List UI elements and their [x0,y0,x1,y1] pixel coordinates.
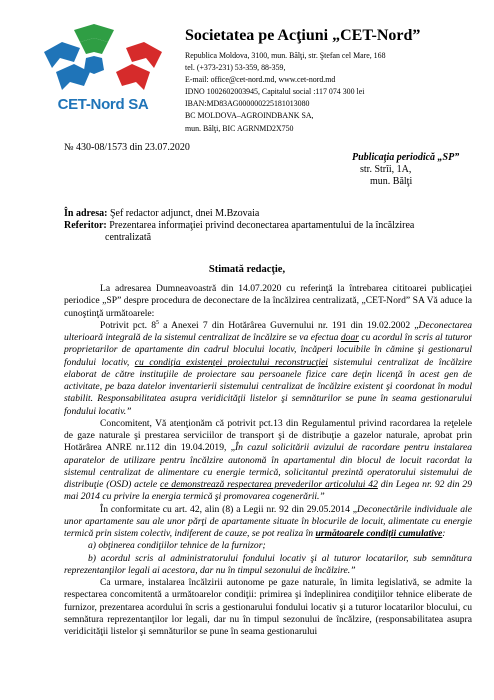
paragraph-law-article: În conformitate cu art. 42, alin (8) a Legii nr. 92 din 29.05.2014 „Deconectările individuale ale unor apartamente sau ale unor părţi de apartamente situate în blocurile de locuit, alimentate cu energie termică prin sistem colectiv, indiferent de cauze, se pot realiza în următoarele condiţii cumulative: [64,503,472,539]
condition-b: b) acordul scris al administratorului fondului locativ şi al tuturor locatarilor, sub semnătura reprezentanţilor legali ai acestora, dar nu în timpul sezonului de încălzire.” [64,552,472,576]
recipient-street: str. Strîi, 1A, [360,164,412,175]
company-iban: IBAN:MD83AG000000225181013080 [185,99,310,109]
subject-label: Referitor: [64,220,107,231]
subject-value-continued: centralizată [105,232,152,243]
company-address: Republica Moldova, 3100, mun. Bălţi, str. Ştefan cel Mare, 168 [185,51,386,60]
address-label: În adresa: [64,208,108,219]
address-block [64,208,484,244]
company-email: E-mail: office@cet-nord.md, www.cet-nord.md [185,75,336,85]
logo-emblem-icon [34,24,172,96]
paragraph-government-decision: Potrivit pct. $8^5$ a Anexei 7 din Hotărârea Guvernului nr. 191 din 19.02.2002 „Deconectarea ulterioară integrală de la sistemul centralizat de încălzire se va efectua doar cu acordul în scris al tuturor proprietarilor de apartamente din cadrul blocului locativ, încăperi locuibile în cămine şi gestionarul fondului locativ, cu condiţia existenţei proiectului reconstrucţiei sistemului centralizat de încălzire elaborat de către instituţiile de proiectare sau persoanele fizice care deţin licenţă în acest gen de activitate, pe baza datelor inventarierii sistemului centralizat de încălzire existent şi coordonat în modul stabilit. Responsabilitatea asupra veridicităţii listelor şi semnăturilor se pune în seama gestionarului fondului locativ.” [64,319,472,417]
subject-value: Prezentarea informaţiei privind deconectarea apartamentului de la încălzirea [106,220,415,231]
recipient-city: mun. Bălţi [370,176,413,187]
company-idno: IDNO 1002602003945, Capitalul social :117 074 300 lei [185,87,365,97]
salutation: Stimată redacţie, [208,264,286,275]
company-phone: tel. (+373-231) 53-359, 88-359, [185,63,286,73]
paragraph-anre-regulation: Concomitent, Vă atenţionăm că potrivit pct.13 din Regulamentul privind racordarea la reţelele de gaze naturale şi prestarea serviciilor de transport şi de distribuţie a gazelor naturale, aprobat prin Hotărârea ANRE nr.112 din 19.04.2019, „În cazul solicitării avizului de racordare pentru instalarea aparatelor de utilizare pentru încălzire autonomă în apartamentul din blocul de locuit racordat la sistemul centralizat de alimentare cu energie termică, solicitantul prezintă operatorului sistemului de distribuţie (OSD) actele ce demonstrează respectarea prevederilor articolului 42 din Legea nr. 92 din 29 mai 2014 cu privire la energia termică şi promovarea cogenerării.” [64,417,472,503]
company-header [185,27,485,135]
recipient-title: Publicaţia periodică „SP” [352,152,460,163]
logo-text: CET-Nord SA [57,96,149,113]
company-bic: mun. Bălţi, BIC AGRNMD2X750 [185,123,294,133]
company-bank: BC MOLDOVA–AGROINDBANK SA, [185,111,314,121]
company-logo [34,24,172,128]
paragraph-conclusion: Ca urmare, instalarea încălzirii autonome pe gaze naturale, în limita legislativă, se admite la respectarea concomitentă a următoarelor condiţii: primirea şi îndeplinirea condiţiilor tehnice eliberate de furnizor, prezentarea acordului în scris a gestionarului fondului locativ şi a tuturor locatarilor blocului, cu semnătura reprezentanţilor lor legali, dar nu în timpul sezonului de încălzire, (responsabilitatea asupra veridicităţii listelor şi semnăturilor se pune în seama gestionarului [64,577,472,637]
recipient-block [352,152,459,188]
address-value: Şef redactor adjunct, dnei M.Bzovaia [107,208,260,219]
document-reference: № 430-08/1573 din 23.07.2020 [64,142,190,153]
paragraph-intro: La adresarea Dumneavoastră din 14.07.2020 cu referinţă la întrebarea cititoarei publicaţiei periodice „SP” despre procedura de deconectare de la încălzirea centralizată, „CET-Nord” SA Vă aduce la cunoştinţă următoarele: [64,283,472,319]
letter-body [64,283,472,638]
condition-a: a) obţinerea condiţiilor tehnice de la furnizor; [88,540,266,552]
company-name: Societatea pe Acţiuni „CET-Nord” [185,27,421,44]
